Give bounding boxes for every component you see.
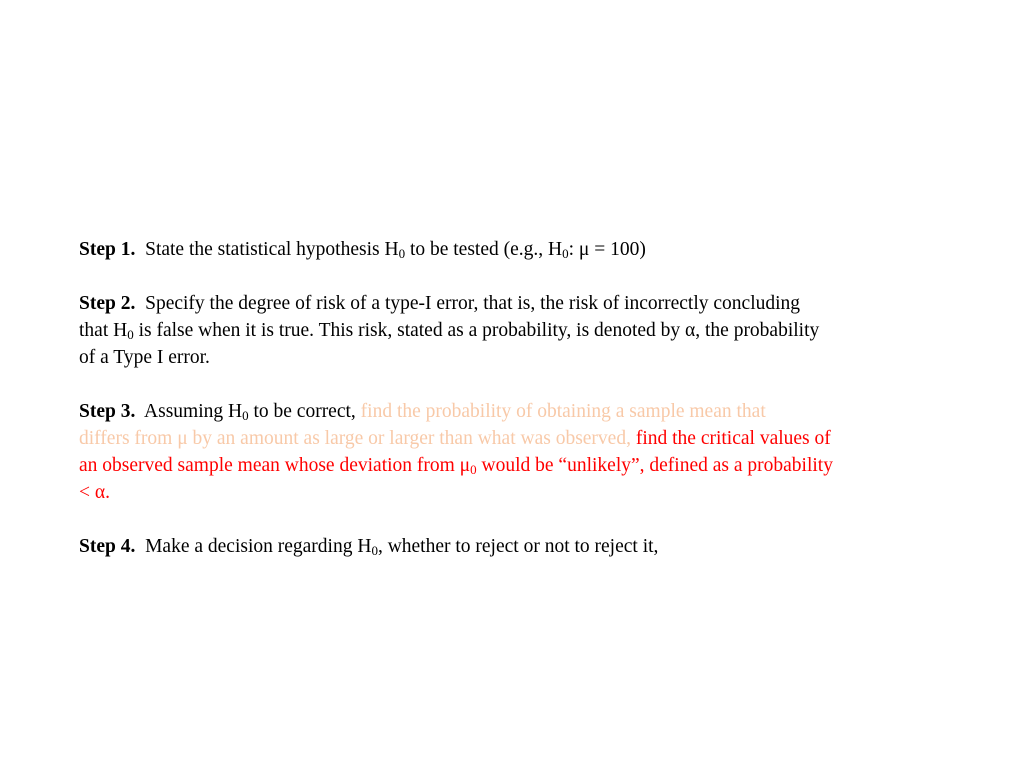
step-2-label: Step 2.: [79, 293, 136, 314]
step-3-highlighted-text: find the critical values of an observed sample mean whose deviation from $\mu_0$ would be “unlikely”, defined as a probability < α.: [79, 428, 833, 503]
step-3: [79, 398, 999, 506]
step-1: [79, 236, 999, 263]
step-4-text: Make a decision regarding $H_0$, whether to reject or not to reject it,: [145, 536, 659, 558]
step-1-text: State the statistical hypothesis $H_0$ to be tested (e.g., $H_0$: μ = 100): [145, 239, 646, 261]
step-3-text: Assuming $H_0$ to be correct, find the probability of obtaining a sample mean that differs from μ by an amount as large or larger than what was observed, find the critical values of an observed sample mean whose deviation from $\mu_0$ would be “unlikely”, defined as a probability < α.: [79, 401, 833, 503]
step-4: [79, 533, 999, 560]
step-3-label: Step 3.: [79, 401, 136, 422]
step-4-label: Step 4.: [79, 536, 136, 557]
step-3-struck-text: find the probability of obtaining a sample mean that differs from μ by an amount as large or larger than what was observed,: [79, 401, 766, 449]
step-1-label: Step 1.: [79, 239, 136, 260]
step-2-text: Specify the degree of risk of a type-I error, that is, the risk of incorrectly concluding that $H_0$ is false when it is true. This risk, stated as a probability, is denoted by α, the probability of a Type I error.: [79, 293, 820, 368]
step-2: [79, 290, 999, 371]
hypothesis-testing-steps: [79, 236, 999, 587]
